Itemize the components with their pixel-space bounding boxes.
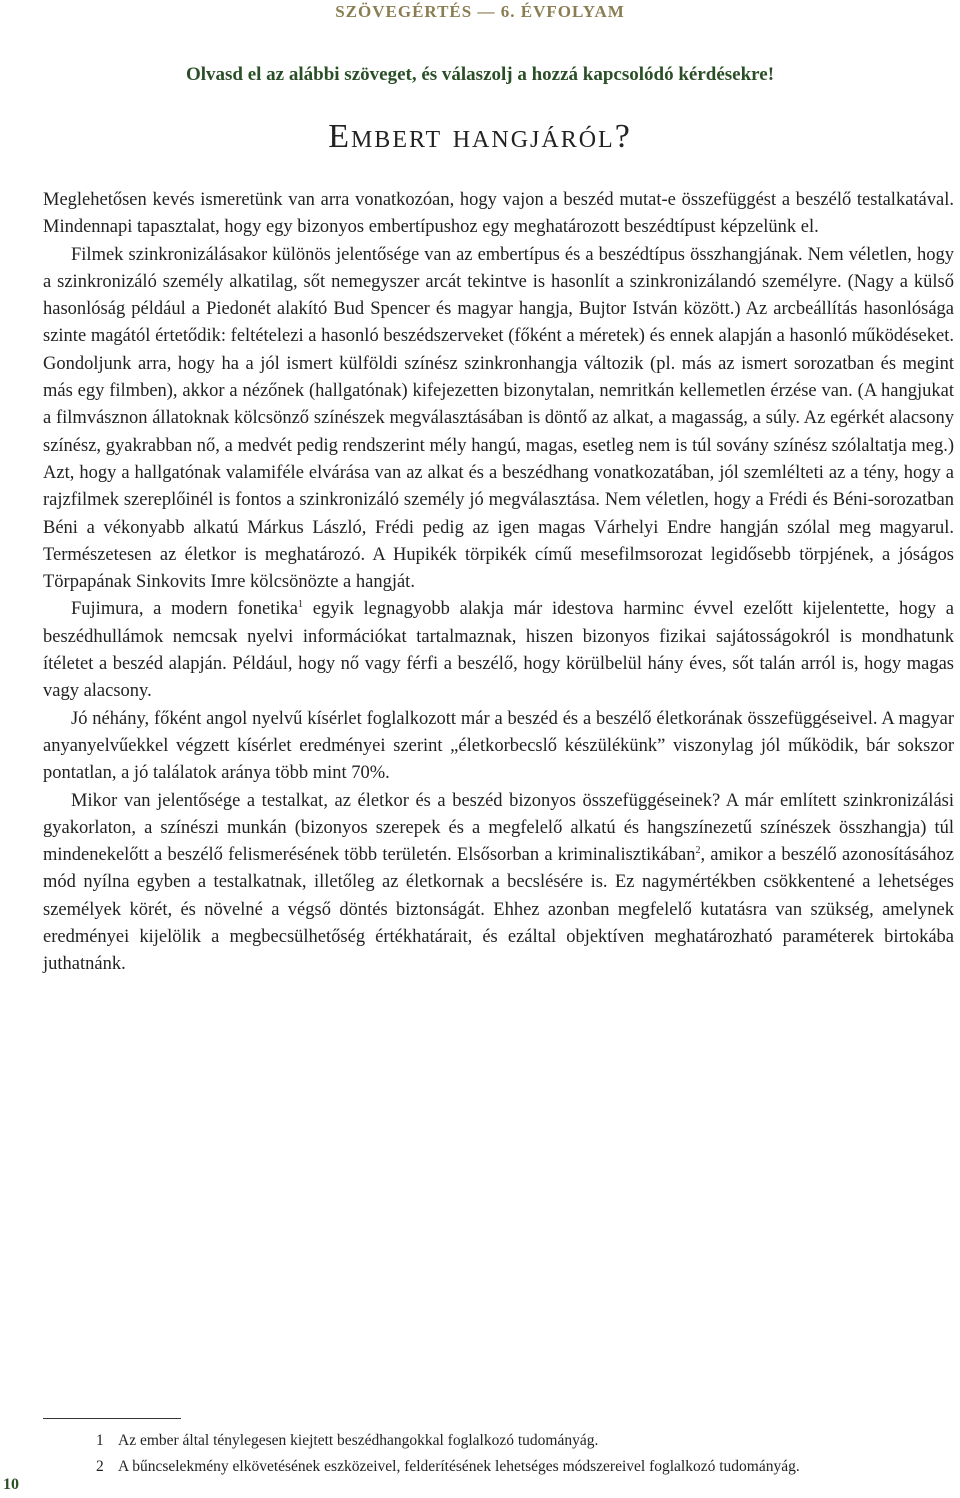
paragraph-3-text-b: egyik legnagyobb alakja már idestova harminc évvel ezelőtt kijelentette, hogy a beszédhullámok nemcsak nyelvi információkat tartalmaznak, hiszen bizonyos fizikai sajátosságokról is mondhatunk ítéletet a beszéd alapján. Például, hogy nő vagy férfi a beszélő, hogy körülbelül hány éves, sőt talán arról is, hogy magas vagy alacsony.	[43, 599, 954, 702]
footnote-divider	[43, 1418, 181, 1419]
article-body	[43, 187, 954, 979]
paragraph-5-text-a: Mikor van jelentősége a testalkat, az életkor és a beszéd bizonyos összefüggéseinek? A már említett szinkronizálási gyakorlaton, a színészi munkán (bizonyos szerepek és a megfelelő alkatú és hangszínezetű színészek összhangja) túl mindenekelőtt a beszélő felismerésének több területén. Elsősorban a kriminalisztikában	[43, 790, 954, 866]
footnote-1-text: Az ember által ténylegesen kiejtett beszédhangokkal foglalkozó tudományág.	[118, 1432, 599, 1449]
footnote-2-number: 2	[96, 1458, 104, 1475]
paragraph-4: Jó néhány, főként angol nyelvű kísérlet foglalkozott már a beszéd és a beszélő életkorának összefüggéseivel. A magyar anyanyelvűekkel végzett kísérlet eredményei szerint „életkorbecslő készülékünk” viszonylag jól működik, bár sokszor pontatlan, a jó találatok aránya több mint 70%.	[43, 708, 954, 784]
footnote-1	[96, 1428, 956, 1454]
footnote-2	[96, 1454, 956, 1480]
footnotes	[96, 1428, 956, 1480]
page-number: 10	[3, 1476, 19, 1493]
running-header: SZÖVEGÉRTÉS — 6. ÉVFOLYAM	[335, 2, 625, 21]
paragraph-5-text-b: , amikor a beszélő azonosításához mód nyílna egyben a testalkatnak, illetőleg az életkornak a becslésére is. Ez nagymértékben csökkentené a lehetséges személyek körét, és növelné a végső döntés biztonságát. Ehhez azonban megfelelő kutatásra van szükség, amelynek eredményei kijelölik a megbecsülhetőség értékhatárait, és ezáltal objektíven meghatározható paraméterek birtokába juthatnánk.	[43, 845, 954, 975]
paragraph-3	[43, 596, 954, 705]
paragraph-3-text-a: Fujimura, a modern fonetika	[71, 599, 298, 620]
footnote-1-number: 1	[96, 1432, 104, 1449]
paragraph-2: Filmek szinkronizálásakor különös jelentősége van az embertípus és a beszédtípus összhangjának. Nem véletlen, hogy a szinkronizáló személy alkatilag, sőt nemegyszer arcát tekintve is hasonlít a szinkronizálandó személyre. (Nagy a külső hasonlóság például a Piedonét alakító Bud Spencer és magyar hangja, Bujtor István között.) Az arcbeállítás hasonlósága szinte magától értetődik: feltételezi a hasonló beszédszerveket (főként a méretek) és ennek alapján a hasonló működéseket. Gondoljunk arra, hogy ha a jól ismert külföldi színész szinkronhangja változik (pl. más az ismert sorozatban és megint más egy filmben), akkor a nézőnek (hallgatónak) kifejezetten bizonytalan, nemritkán kellemetlen érzése van. (A hangjukat a filmvásznon állatoknak kölcsönző színészek megválasztásában is döntő az alkat, a magasság, a súly. Az egérkét alacsony színész, gyakrabban nő, a medvét pedig rendszerint mély hangú, magas, esetleg nem is túl sovány színész szólaltatja meg.) Azt, hogy a hallgatónak valamiféle elvárása van az alkat és a beszédhang vonatkozatában, jól szemlélteti az a tény, hogy a rajzfilmek szereplőinél is fontos a szinkronizáló személy jó megválasztása. Nem véletlen, hogy a Frédi és Béni-sorozatban Béni a vékonyabb alkatú Márkus László, Frédi pedig az igen magas Várhelyi Endre hangján szólal meg magyarul. Természetesen az életkor is meghatározó. A Hupikék törpikék című mesefilmsorozat legidősebb törpjének, a jóságos Törpapának Sinkovits Imre kölcsönözte a hangját.	[43, 244, 954, 593]
task-instruction: Olvasd el az alábbi szöveget, és válaszolj a hozzá kapcsolódó kérdésekre!	[185, 64, 775, 85]
footnote-ref-1: 1	[297, 599, 303, 611]
paragraph-1: Meglehetősen kevés ismeretünk van arra vonatkozóan, hogy vajon a beszéd mutat-e összefüggést a beszélő testalkatával. Mindennapi tapasztalat, hogy egy bizonyos embertípushoz egy meghatározott beszédtípust képzelünk el.	[43, 190, 954, 238]
footnote-ref-2: 2	[695, 844, 701, 856]
footnote-2-text: A bűncselekmény elkövetésének eszközeivel, felderítésének lehetséges módszereivel foglalkozó tudományág.	[118, 1458, 800, 1475]
article-title: Embert hangjáról?	[328, 118, 632, 155]
paragraph-5	[43, 788, 954, 979]
